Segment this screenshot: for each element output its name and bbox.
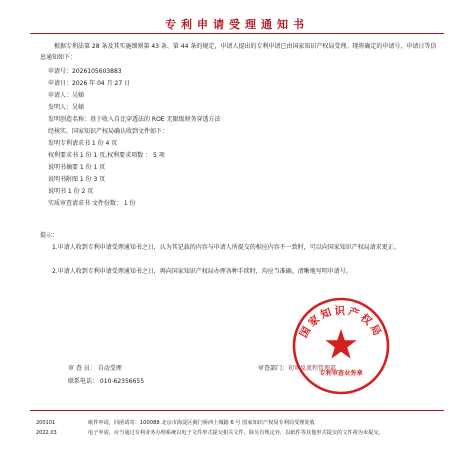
field-description: 说明书 1 份 2 页 <box>48 188 94 195</box>
notice-label: 提示： <box>40 232 59 239</box>
field-request-form: 发明专利请求书 1 份 4 页 <box>48 140 118 147</box>
notice-item-1: 1.申请人收到专利申请受理通知书之日，认为其记载的内容与申请人所提交的相应内容不一致时，可以向国家知识产权局请求更正。 <box>52 244 400 251</box>
field-drawings: 说明书附图 1 份 3 页 <box>48 176 106 183</box>
field-received-intro: 经核实，国家知识产权局确认收到文件如下： <box>48 128 169 135</box>
examiner-phone: 联系电话： 010-62356655 <box>68 378 145 385</box>
seal-subtext: 专利审查业务章 <box>319 370 363 377</box>
footer-line-electronic: 电子申请，应当通过专利业务办理系统以电子文件形式提交相关文件。除另有规定外，以纸件等其他形式提交的文件视为未提交。 <box>88 430 384 436</box>
intro-paragraph: 根据专利法第 28 条及其实施细则第 43 条、第 44 条的规定，申请人提出的专利申请已由国家知识产权局受理。现将确定的申请号、申请日等信息通知如下： <box>40 43 437 61</box>
field-list <box>48 66 448 210</box>
official-seal <box>290 295 392 397</box>
field-application-number: 申请号：2026105603883 <box>48 68 122 75</box>
footer-notes <box>88 418 448 438</box>
field-abstract: 说明书摘要 1 份 1 页 <box>48 164 106 171</box>
footer-rule <box>30 410 444 411</box>
form-version: 2022.03 <box>36 430 57 436</box>
dept-value: 初审及流程管理部 <box>288 365 337 372</box>
form-code: 200101 <box>36 420 56 426</box>
page-title: 专利申请受理通知书 <box>165 18 309 31</box>
seal-text: 国家知识产权局 <box>297 305 385 340</box>
field-applicant: 申请人：吴娣 <box>48 92 85 99</box>
examination-department <box>258 363 336 372</box>
notice-item-2: 2.申请人收到专利申请受理通知书之日，再向国家知识产权局办理各种手续时，均应当准确、清晰地写明申请号。 <box>52 268 352 275</box>
examiner-name: 审 查 员： 自动受理 <box>68 365 122 372</box>
field-claims: 权利要求书 1 份 1 页,权利要求项数 ： 5 项 <box>48 152 165 159</box>
seal-star-icon <box>325 329 356 359</box>
footer-line-paper: 纸件申请，回函请寄：100088 北京市海淀区蓟门桥西土城路 6 号 国家知识产权局专利局受理处收 <box>88 420 315 426</box>
field-invention-title: 发明创造名称：基于收入自比穿透法的 ROE 无限级财务穿透方法 <box>48 116 221 123</box>
field-inventor: 发明人：吴娣 <box>48 104 85 111</box>
field-application-date: 申请日：2026 年 04 月 27 日 <box>48 80 131 87</box>
field-examination-request: 实质审查请求书 文件份数： 1 份 <box>48 200 136 207</box>
dept-label: 审查部门： <box>258 365 289 372</box>
title-rule <box>30 33 444 34</box>
